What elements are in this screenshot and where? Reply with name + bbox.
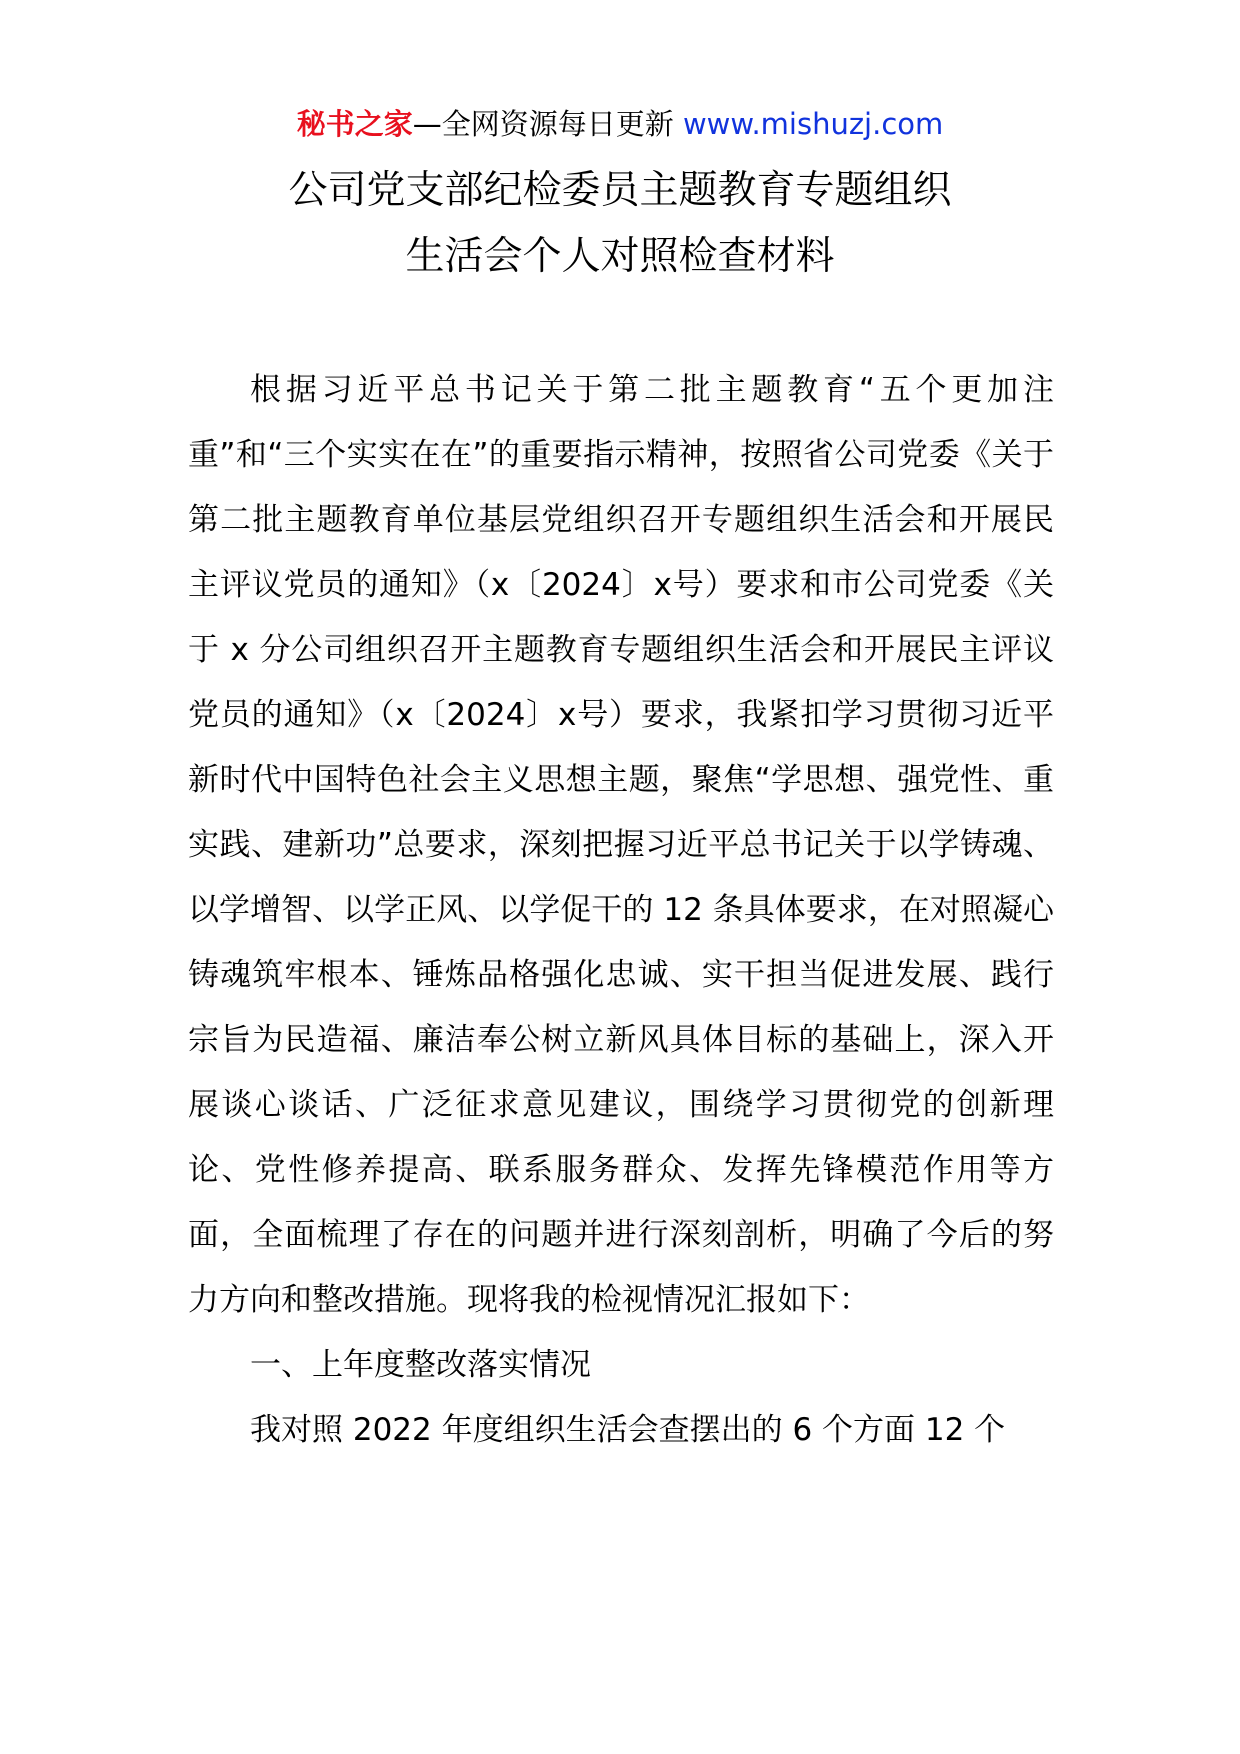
document-title-line-2: 生活会个人对照检查材料	[405, 234, 835, 279]
site-tagline: —全网资源每日更新	[412, 107, 683, 141]
site-url-link[interactable]: www.mishuzj.com	[682, 107, 944, 141]
intro-paragraph: 根据习近平总书记关于第二批主题教育“五个更加注重”和“三个实实在在”的重要指示精神，按照省公司党委《关于第二批主题教育单位基层党组织召开专题组织生活会和开展民主评议党员的通知》（x〔2024〕x号）要求和市公司党委《关于 x 分公司组织召开主题教育专题组织生活会和开展民主评议党员的通知》（x〔2024〕x号）要求，我紧扣学习贯彻习近平新时代中国特色社会主义思想主题，聚焦“学思想、强党性、重实践、建新功”总要求，深刻把握习近平总书记关于以学铸魂、以学增智、以学正风、以学促干的 12 条具体要求，在对照凝心铸魂筑牢根本、锤炼品格强化忠诚、实干担当促进发展、践行宗旨为民造福、廉洁奉公树立新风具体目标的基础上，深入开展谈心谈话、广泛征求意见建议，围绕学习贯彻党的创新理论、党性修养提高、联系服务群众、发挥先锋模范作用等方面，全面梳理了存在的问题并进行深刻剖析，明确了今后的努力方向和整改措施。现将我的检视情况汇报如下：	[188, 372, 1054, 1318]
document-title-line-1: 公司党支部纪检委员主题教育专题组织	[288, 168, 952, 213]
site-header	[0, 104, 1240, 144]
section-heading-1: 一、上年度整改落实情况	[250, 1347, 591, 1383]
document-body	[188, 358, 1054, 1463]
site-brand: 秘书之家	[296, 107, 413, 141]
section-1-paragraph: 我对照 2022 年度组织生活会查摆出的 6 个方面 12 个	[250, 1412, 1006, 1448]
